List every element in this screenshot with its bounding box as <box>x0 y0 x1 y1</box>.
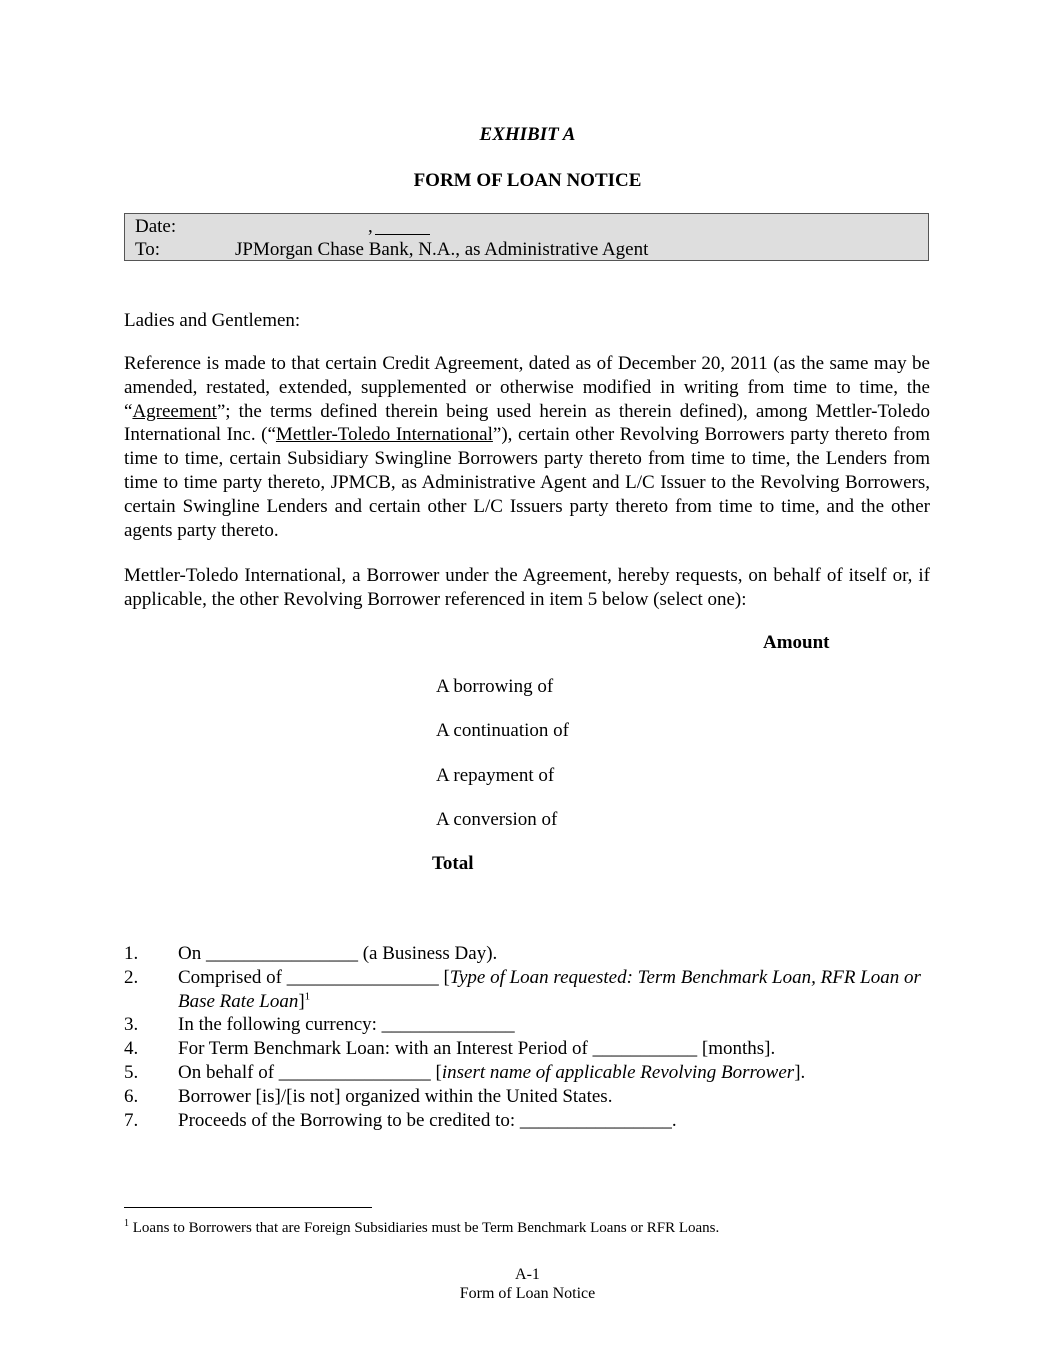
page-footer-label: Form of Loan Notice <box>459 1285 596 1302</box>
date-row <box>135 216 373 238</box>
item-text: Proceeds of the Borrowing to be credited to: ________________. <box>178 1109 677 1131</box>
item-text: On behalf of ________________ [ <box>178 1061 442 1083</box>
footnote-marker: 1 <box>124 1218 129 1229</box>
item-italic-text: Type of Loan requested: Term Benchmark Loan, RFR Loan or Base Rate Loan <box>178 966 921 1012</box>
item-text-close: ]. <box>794 1061 806 1083</box>
list-item <box>124 1013 930 1037</box>
form-title: FORM OF LOAN NOTICE <box>413 170 642 191</box>
date-blank-line <box>375 234 430 235</box>
list-item <box>124 1085 930 1109</box>
total-label: Total <box>432 853 474 874</box>
item-text: On ________________ (a Business Day). <box>178 943 498 964</box>
list-item <box>124 1109 930 1133</box>
footnote-text: Loans to Borrowers that are Foreign Subsidiaries must be Term Benchmark Loans or RFR Loans. <box>132 1220 720 1236</box>
mti-term: Mettler-Toledo International <box>275 424 493 446</box>
item-text: In the following currency: ______________ <box>178 1014 515 1036</box>
option-conversion: A conversion of <box>436 809 558 830</box>
to-row <box>135 239 648 261</box>
page-number: A-1 <box>515 1266 540 1283</box>
salutation: Ladies and Gentlemen: <box>124 310 301 331</box>
para1-part2: ”; the terms defined therein being used herein as therein defined), among Mettler-Toledo International Inc. (“ <box>124 400 930 446</box>
para1-part1: Reference is made to that certain Credit Agreement, dated as of December 20, 2011 (as the same may be amended, restated, extended, supplemented or otherwise modified in writing from time to time, the “ <box>124 353 930 422</box>
option-repayment: A repayment of <box>436 765 555 786</box>
list-item <box>124 1037 930 1061</box>
option-continuation: A continuation of <box>436 720 569 741</box>
exhibit-title: EXHIBIT A <box>479 124 576 145</box>
footnote-divider <box>124 1207 372 1208</box>
list-item <box>124 942 930 966</box>
to-label: To: <box>135 239 161 260</box>
item-number: 4. <box>124 1038 139 1060</box>
item-text: For Term Benchmark Loan: with an Interest Period of ___________ [months]. <box>178 1038 776 1060</box>
item-text: Comprised of ________________ [ <box>178 966 450 988</box>
item-number: 1. <box>124 943 139 964</box>
reference-paragraph <box>124 352 930 542</box>
option-borrowing: A borrowing of <box>436 676 554 697</box>
item-number: 3. <box>124 1014 139 1036</box>
item-text: Borrower [is]/[is not] organized within the United States. <box>178 1085 613 1107</box>
to-value: JPMorgan Chase Bank, N.A., as Administrative Agent <box>235 239 649 260</box>
item-number: 7. <box>124 1109 139 1131</box>
item-number: 2. <box>124 966 139 988</box>
list-item <box>124 1061 930 1085</box>
item-text-close: ] <box>298 990 305 1012</box>
agreement-term: Agreement <box>132 400 217 422</box>
request-paragraph: Mettler-Toledo International, a Borrower under the Agreement, hereby requests, on behalf of itself or, if applicable, the other Revolving Borrower referenced in item 5 below (select one): <box>124 565 930 610</box>
date-comma: , <box>368 216 373 237</box>
item-italic-text: insert name of applicable Revolving Borrower <box>441 1061 795 1083</box>
footnote-ref: 1 <box>304 990 311 1003</box>
item-number: 5. <box>124 1061 139 1083</box>
para1-part3: ”), certain other Revolving Borrowers party thereto from time to time, certain Subsidiary Swingline Borrowers party thereto from time to time, the Lenders from time to time party thereto, JPMCB, as Administrative Agent and L/C Issuer to the Revolving Borrowers, certain Swingline Lenders and certain other L/C Issuers party thereto from time to time, and the other agents party thereto. <box>124 424 931 541</box>
amount-header: Amount <box>763 632 830 653</box>
info-box <box>124 213 929 261</box>
list-item <box>124 966 930 1014</box>
numbered-items <box>124 942 930 1132</box>
date-label: Date: <box>135 216 177 237</box>
item-number: 6. <box>124 1085 139 1107</box>
footnote <box>124 1220 719 1237</box>
